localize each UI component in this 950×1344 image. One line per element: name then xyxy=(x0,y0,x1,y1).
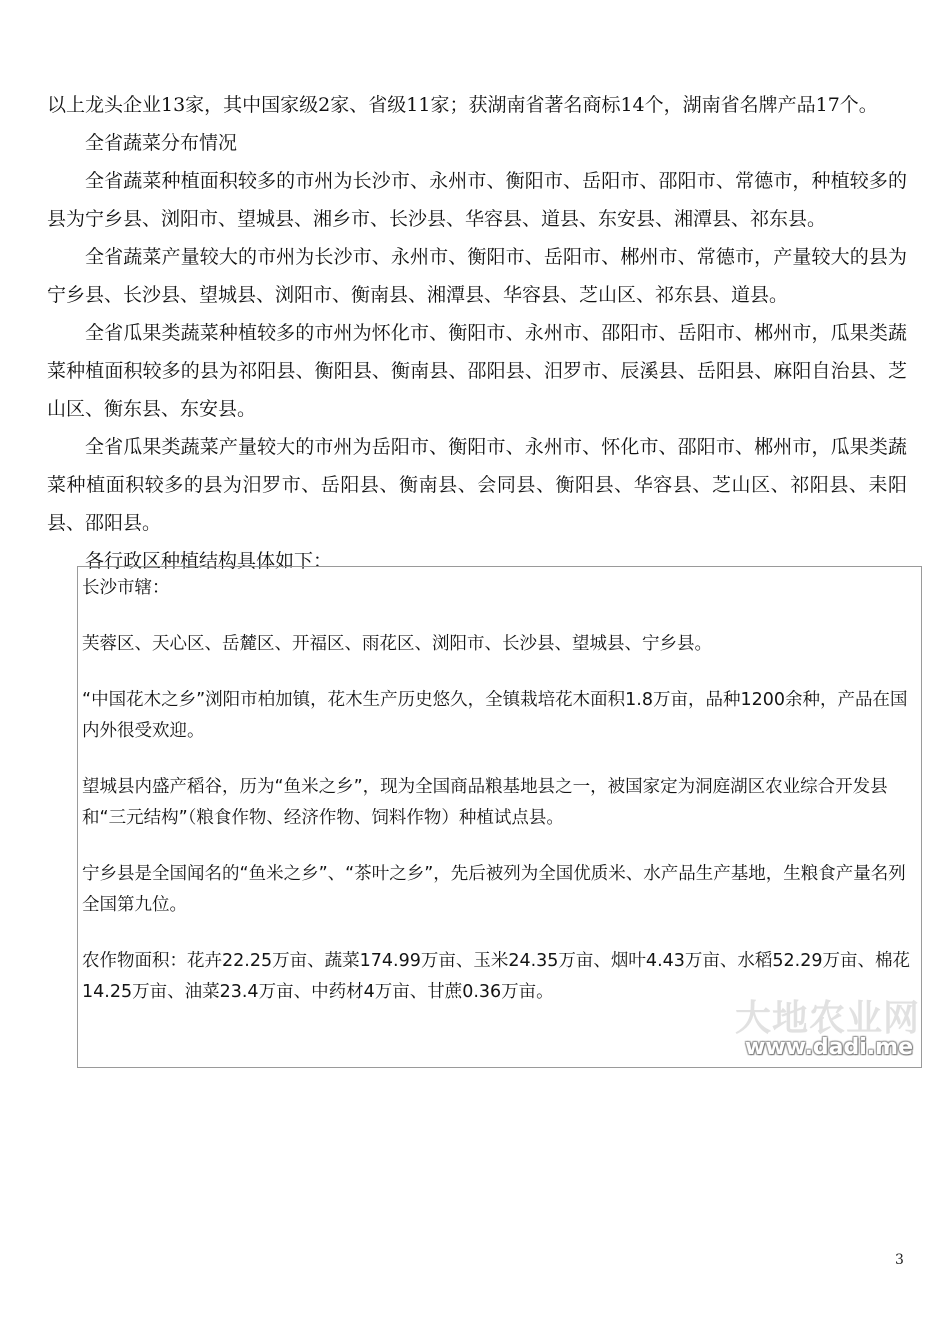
paragraph: 全省瓜果类蔬菜种植较多的市州为怀化市、衡阳市、永州市、邵阳市、岳阳市、郴州市，瓜果类蔬菜种植面积较多的县为祁阳县、衡阳县、衡南县、邵阳县、汨罗市、辰溪县、岳阳县、麻阳自治县、芝山区、衡东县、东安县。 xyxy=(47,322,907,420)
watermark-url: www.dadi.me xyxy=(745,1035,914,1060)
crop-area-paragraph: 农作物面积：花卉22.25万亩、蔬菜174.99万亩、玉米24.35万亩、烟叶4.43万亩、水稻52.29万亩、棉花14.25万亩、油菜23.4万亩、中药材4万亩、甘蔗0.36万亩。 xyxy=(82,951,910,1002)
paragraph: 全省蔬菜种植面积较多的市州为长沙市、永州市、衡阳市、岳阳市、邵阳市、常德市，种植较多的县为宁乡县、浏阳市、望城县、湘乡市、长沙县、华容县、道县、东安县、湘潭县、祁东县。 xyxy=(47,170,907,230)
page-number: 3 xyxy=(895,1252,904,1268)
clip-paragraph: 望城县内盛产稻谷，历为“鱼米之乡”，现为全国商品粮基地县之一，被国家定为洞庭湖区农业综合开发县和“三元结构”（粮食作物、经济作物、饲料作物）种植试点县。 xyxy=(82,777,888,828)
clip-paragraph: 宁乡县是全国闻名的“鱼米之乡”、“茶叶之乡”，先后被列为全国优质米、水产品生产基地，生粮食产量名列全国第九位。 xyxy=(82,864,906,915)
paragraph: 各行政区种植结构具体如下： xyxy=(85,550,333,572)
paragraph: 全省蔬菜产量较大的市州为长沙市、永州市、衡阳市、岳阳市、郴州市、常德市，产量较大的县为宁乡县、长沙县、望城县、浏阳市、衡南县、湘潭县、华容县、芝山区、祁东县、道县。 xyxy=(47,246,907,306)
clip-districts: 芙蓉区、天心区、岳麓区、开福区、雨花区、浏阳市、长沙县、望城县、宁乡县。 xyxy=(82,634,712,654)
paragraph: 全省瓜果类蔬菜产量较大的市州为岳阳市、衡阳市、永州市、怀化市、邵阳市、郴州市，瓜果类蔬菜种植面积较多的县为汨罗市、岳阳县、衡南县、会同县、衡阳县、华容县、芝山区、祁阳县、耒阳县、邵阳县。 xyxy=(47,436,907,534)
clip-heading: 长沙市辖： xyxy=(82,578,170,598)
section-heading: 全省蔬菜分布情况 xyxy=(85,132,238,154)
clip-paragraph: “中国花木之乡”浏阳市柏加镇，花木生产历史悠久，全镇栽培花木面积1.8万亩，品种1200余种，产品在国内外很受欢迎。 xyxy=(82,690,908,741)
body-text xyxy=(47,86,907,580)
paragraph: 以上龙头企业13家，其中国家级2家、省级11家；获湖南省著名商标14个，湖南省名牌产品17个。 xyxy=(47,94,878,116)
watermark-text: 大地农业网 xyxy=(735,998,921,1039)
